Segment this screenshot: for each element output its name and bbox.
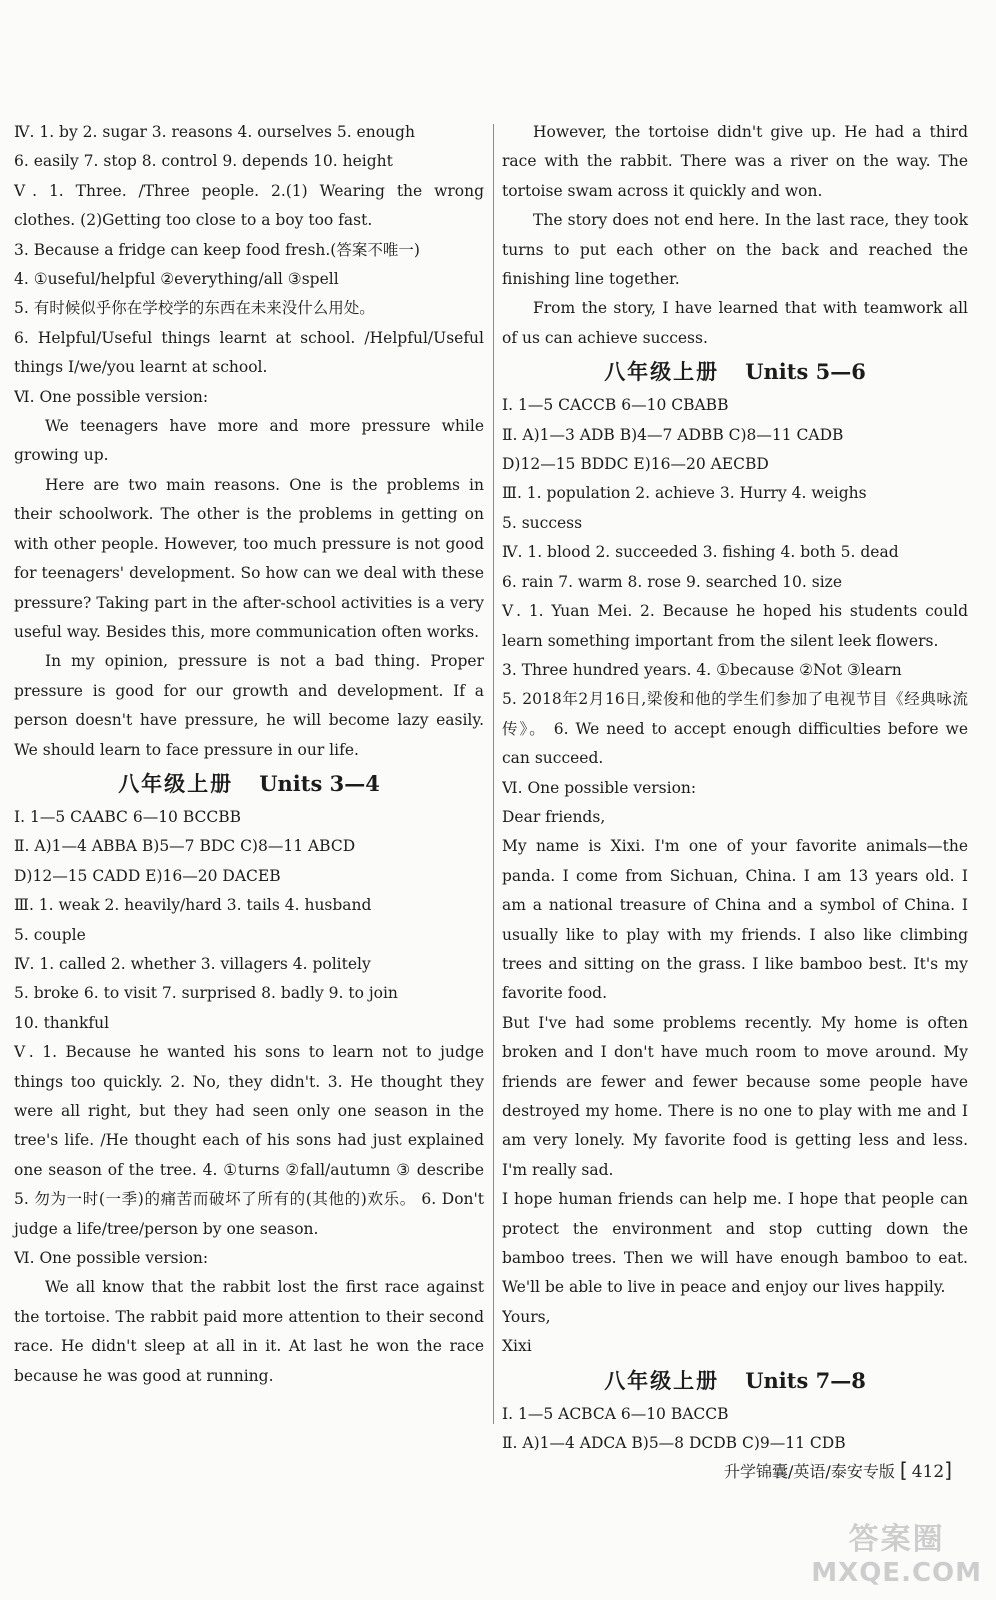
answer-line: Ⅱ. A)1—3 ADB B)4—7 ADBB C)8—11 CADB (502, 425, 844, 444)
answer-line: 4. ①useful/helpful ②everything/all ③spell (14, 270, 339, 289)
watermark-text: 答案圈 (848, 1522, 945, 1557)
answer-line: Ⅳ. 1. blood 2. succeeded 3. fishing 4. both 5. dead (502, 543, 899, 562)
answer-paragraph: In my opinion, pressure is not a bad thing. Proper pressure is good for our growth and development. If a person doesn't have pressure, he will become lazy easily. We should learn to face pressure in our life. (14, 652, 484, 759)
section-heading-units: Units 3—4 (259, 770, 380, 796)
answer-line: Ⅵ. One possible version: (14, 1249, 209, 1268)
answer-paragraph: My name is Xixi. I'm one of your favorite animals—the panda. I come from Sichuan, China. I am 13 years old. I am a national treasure of China and a symbol of China. I usually like to play with my friends. I also like climbing trees and sitting on the grass. I like bamboo best. It's my favorite food. (502, 837, 968, 1003)
answer-paragraph: But I've had some problems recently. My home is often broken and I don't have much room to move around. My friends are fewer and fewer because some people have destroyed my home. There is no one to play with me and I am very lonely. My favorite food is getting less and less. I'm really sad. (502, 1013, 968, 1179)
answer-paragraph: From the story, I have learned that with teamwork all of us can achieve success. (502, 299, 968, 347)
watermark-url: MXQE.COM (811, 1558, 982, 1588)
answer-paragraph: However, the tortoise didn't give up. He had a third race with the rabbit. There was a river on the way. The tortoise swam across it quickly and won. (502, 123, 968, 200)
page-number: 412 (911, 1462, 945, 1482)
answer-line: D)12—15 CADD E)16—20 DACEB (14, 866, 281, 885)
answer-line: 5. success (502, 513, 583, 532)
answer-line: Ⅰ. 1—5 CACCB 6—10 CBABB (502, 396, 729, 415)
answer-line: 6. rain 7. warm 8. rose 9. searched 10. size (502, 572, 843, 591)
bracket-left: [ (899, 1458, 908, 1482)
book-title: 升学锦囊/英语/泰安专版 (724, 1462, 895, 1481)
answer-line: 5. couple (14, 925, 86, 944)
answer-line: Dear friends, (502, 807, 606, 826)
answer-paragraph: Ⅴ. 1. Yuan Mei. 2. Because he hoped his students could learn something important from the silent leek flowers. (502, 602, 968, 650)
bracket-right: ] (944, 1458, 952, 1482)
answer-line: Ⅱ. A)1—4 ABBA B)5—7 BDC C)8—11 ABCD (14, 837, 356, 856)
answer-line: Ⅲ. 1. population 2. achieve 3. Hurry 4. weighs (502, 484, 867, 503)
answer-paragraph: Ⅴ. 1. Three. /Three people. 2.(1) Wearing the wrong clothes. (2)Getting too close to a boy too fast. (14, 181, 484, 230)
answer-line: Yours, (502, 1307, 551, 1326)
section-heading (502, 355, 968, 389)
answer-line: 3. Three hundred years. 4. ①because ②Not ③learn (502, 660, 902, 679)
section-heading (14, 767, 484, 801)
answer-line: 3. Because a fridge can keep food fresh.(答案不唯一) (14, 240, 420, 259)
answer-line: 6. easily 7. stop 8. control 9. depends 10. height (14, 152, 393, 171)
answer-line: Ⅳ. 1. called 2. whether 3. villagers 4. politely (14, 954, 371, 973)
answer-paragraph: Here are two main reasons. One is the problems in their schoolwork. The other is the problems in getting on with other people. However, too much pressure is not good for teenagers' development. So how can we deal with these pressure? Taking part in the after-school activities is a very useful way. Besides this, more communication often works. (14, 475, 484, 641)
section-heading (502, 1364, 968, 1398)
answer-line: Ⅲ. 1. weak 2. heavily/hard 3. tails 4. husband (14, 896, 372, 915)
section-heading-grade: 八年级上册 (604, 360, 720, 385)
answer-line: D)12—15 BDDC E)16—20 AECBD (502, 455, 769, 474)
answer-paragraph: We teenagers have more and more pressure while growing up. (14, 417, 484, 465)
answer-paragraph: We all know that the rabbit lost the first race against the tortoise. The rabbit paid more attention to their second race. He didn't sleep at all in it. At last he won the race because he was good at running. (14, 1278, 484, 1385)
watermark (811, 1514, 982, 1588)
page-footer (724, 1458, 952, 1482)
column-divider (493, 124, 494, 1424)
answer-line: Ⅵ. One possible version: (14, 387, 209, 406)
answer-line: 5. 有时候似乎你在学校学的东西在未来没什么用处。 (14, 299, 375, 318)
answer-line: Ⅱ. A)1—4 ADCA B)5—8 DCDB C)9—11 CDB (502, 1434, 846, 1453)
answer-line: Xixi (502, 1337, 532, 1356)
answer-paragraph: 5. 2018年2月16日,梁俊和他的学生们参加了电视节目《经典咏流传》。 6. We need to accept enough difficulties before we can succeed. (502, 690, 968, 768)
left-column (14, 118, 484, 1391)
answer-line: Ⅵ. One possible version: (502, 778, 697, 797)
answer-line: Ⅰ. 1—5 ACBCA 6—10 BACCB (502, 1404, 729, 1423)
answer-line: 5. broke 6. to visit 7. surprised 8. badly 9. to join (14, 984, 398, 1003)
answer-line: Ⅰ. 1—5 CAABC 6—10 BCCBB (14, 807, 242, 826)
answer-line: Ⅳ. 1. by 2. sugar 3. reasons 4. ourselves 5. enough (14, 123, 415, 141)
right-column (502, 118, 968, 1458)
section-heading-grade: 八年级上册 (604, 1368, 720, 1393)
section-heading-grade: 八年级上册 (118, 771, 234, 796)
answer-paragraph: I hope human friends can help me. I hope that people can protect the environment and stop cutting down the bamboo trees. Then we will have enough bamboo to eat. We'll be able to live in peace and enjoy our lives happily. (502, 1190, 968, 1297)
answer-line: 10. thankful (14, 1013, 110, 1032)
section-heading-units: Units 5—6 (745, 359, 866, 385)
section-heading-units: Units 7—8 (745, 1367, 866, 1393)
answer-paragraph: 6. Helpful/Useful things learnt at school. /Helpful/Useful things I/we/you learnt at school. (14, 328, 484, 377)
answer-paragraph: Ⅴ. 1. Because he wanted his sons to learn not to judge things too quickly. 2. No, they didn't. 3. He thought they were all right, but they had seen only one season in the tree's life. /He thought each of his sons had just explained one season of the tree. 4. ①turns ②fall/autumn ③ describe 5. 勿为一时(一季)的痛苦而破坏了所有的(其他的)欢乐。 6. Don't judge a life/tree/person by one season. (14, 1043, 484, 1238)
answer-paragraph: The story does not end here. In the last race, they took turns to put each other on the back and reached the finishing line together. (502, 211, 968, 289)
